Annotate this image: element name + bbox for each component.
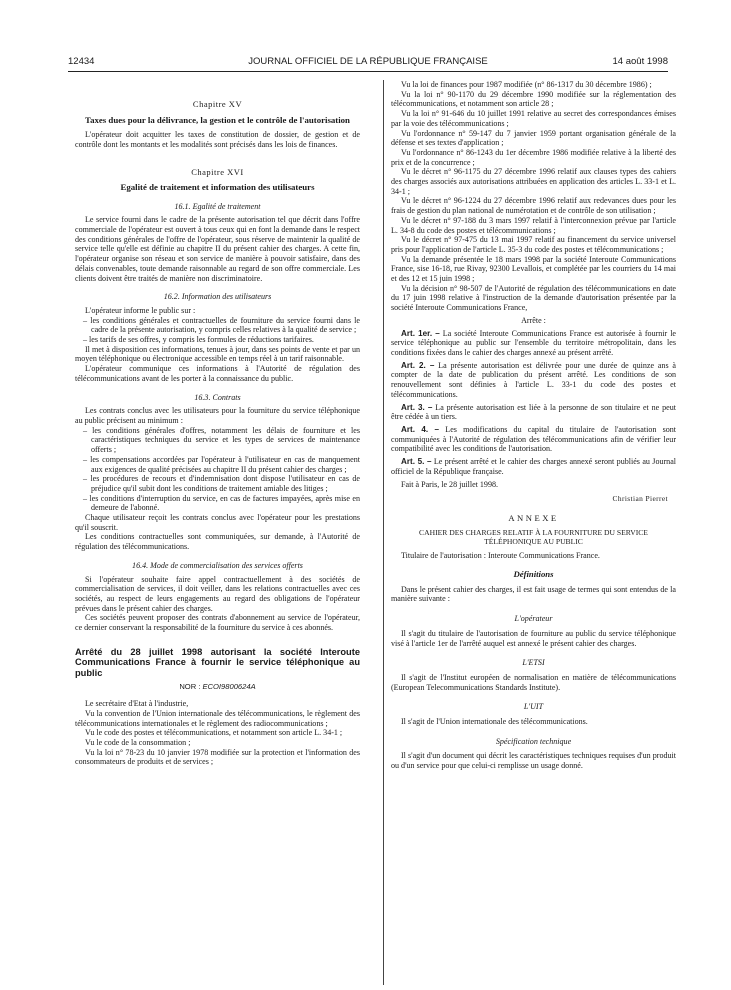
section-16-4-paragraph: Ces sociétés peuvent proposer des contrats d'abonnement au service de l'opérateur, ce dernier conservant la responsabilité de la fourniture du service à ces abonnés. xyxy=(75,613,360,633)
nor-label: NOR : xyxy=(179,681,201,691)
article-label: Art. 5. – xyxy=(401,457,432,467)
section-16-1-title: 16.1. Egalité de traitement xyxy=(174,201,261,211)
term-definition: Il s'agit d'un document qui décrit les caractéristiques techniques requises d'un produit ou d'un service pour que celui-ci remplisse un usage donné. xyxy=(391,751,676,771)
article-label: Art. 4. – xyxy=(401,424,440,434)
article-label: Art. 2. – xyxy=(401,360,435,370)
term-heading: L'UIT xyxy=(523,702,544,712)
term-definition: Il s'agit de l'Union internationale des télécommunications. xyxy=(401,717,588,727)
vu-item: Vu l'ordonnance n° 86-1243 du 1er décembre 1986 modifiée relative à la liberté des prix et de la concurrence ; xyxy=(391,147,676,167)
vu-item: Vu le décret n° 96-1224 du 27 décembre 1996 relatif aux redevances dues pour les frais de gestion du plan national de numérotation et de contrôle de son utilisation ; xyxy=(391,196,676,216)
vu-item: Vu la loi de finances pour 1987 modifiée (n° 86-1317 du 30 décembre 1986) ; xyxy=(401,80,652,89)
section-16-1-paragraph: Le service fourni dans le cadre de la présente autorisation tel que décrit dans l'offre commerciale de l'opérateur est ouvert à tous ceux qui en font la demande dans le respect des conditions générales de l'offre de l'opérateur, sous réserve de maintenir la qualité de service telle qu'elle est définie au chapitre II du présent cahier des charges. A cette fin, l'opérateur organise son réseau et son service de manière à pouvoir satisfaire, dans des délais convenables, toute demande raisonnable au regard de son offre commerciale. Les clients doivent être traités de manière non discriminatoire. xyxy=(75,215,360,283)
article-label: Art. 3. – xyxy=(401,402,433,412)
titulaire-line: Titulaire de l'autorisation : Interoute Communications France. xyxy=(401,551,600,561)
vu-item: Vu la demande présentée le 18 mars 1998 par la société Interoute Communications France, sise 16-18, rue Rivay, 92300 Levallois, et complétée par les courriers du 14 mai et des 12 et 15 juin 1998 ; xyxy=(391,254,676,284)
vu-item: Vu la décision n° 98-507 de l'Autorité de régulation des télécommunications en date du 17 juin 1998 relative à l'instruction de la demande d'autorisation présentée par la société Interoute Communications France, xyxy=(391,283,676,313)
list-item: – les procédures de recours et d'indemnisation dont dispose l'utilisateur en cas de préjudice qu'il subit dont les conditions de traitement amiable des litiges ; xyxy=(75,474,360,493)
annexe-heading: ANNEXE xyxy=(508,512,559,523)
header-rule xyxy=(68,71,668,72)
vu-item: Vu le code de la consommation ; xyxy=(85,738,191,748)
vu-item: Vu le décret n° 96-1175 du 27 décembre 1996 relatif aux clauses types des cahiers des charges associés aux autorisations attribuées en application des articles L. 33-1 et L. 34-1 ; xyxy=(391,167,676,196)
section-16-3-paragraph: Chaque utilisateur reçoit les contrats conclus avec l'opérateur pour les prestations qu'il souscrit. xyxy=(75,513,360,532)
article-label: Art. 1er. – xyxy=(401,328,440,338)
article-5 xyxy=(391,457,676,476)
section-16-3-paragraph: Les conditions contractuelles sont communiquées, sur demande, à l'Autorité de régulation des télécommunications. xyxy=(75,532,360,552)
vu-item: Vu le décret n° 97-475 du 13 mai 1997 relatif au financement du service universel pris pour l'application de l'article L. 35-3 du code des postes et télécommunications ; xyxy=(391,235,676,254)
article-text: La société Interoute Communications France est autorisée à fournir le service téléphonique au public sur l'ensemble du territoire métropolitain, dans les conditions fixées dans le cahier des charges annexé au présent arrêté. xyxy=(391,328,676,357)
list-item: – les conditions d'interruption du service, en cas de factures impayées, après mise en demeure de l'abonné. xyxy=(75,494,360,513)
right-column xyxy=(391,80,676,771)
section-16-2-paragraph: Il met à disposition ces informations, tenues à jour, dans ses points de vente et par un moyen téléphonique ou électronique accessible en temps réel à un tarif raisonnable. xyxy=(75,344,360,364)
vu-item: Vu l'ordonnance n° 59-147 du 7 janvier 1959 portant organisation générale de la défense et ses textes d'application ; xyxy=(391,128,676,148)
nor-value: ECOI9800624A xyxy=(202,681,256,691)
term-heading: L'ETSI xyxy=(522,658,545,668)
vu-item: Vu le décret n° 97-188 du 3 mars 1997 relatif à l'interconnexion prévue par l'article L. 34-8 du code des postes et télécommunications ; xyxy=(391,215,676,235)
section-16-3-intro: Les contrats conclus avec les utilisateurs pour la fourniture du service téléphonique au public précisent au minimum : xyxy=(75,406,360,425)
chapter-15-label: Chapitre XV xyxy=(192,99,243,109)
term-definition: Il s'agit du titulaire de l'autorisation de fourniture au public du service téléphonique visé à l'article 1er de l'arrêté auquel est annexé le présent cahier des charges. xyxy=(391,628,676,648)
chapter-16-label: Chapitre XVI xyxy=(191,166,244,177)
definitions-intro: Dans le présent cahier des charges, il est fait usage de termes qui sont entendus de la manière suivante : xyxy=(391,584,676,604)
term-definition: Il s'agit de l'Institut européen de normalisation en matière de télécommunications (European Telecommunications Standards Institute). xyxy=(391,672,676,692)
vu-item: Vu la convention de l'Union internationale des télécommunications, le règlement des télécommunications internationales et le règlement des radiocommunications ; xyxy=(75,708,360,728)
vu-item: Vu le code des postes et télécommunications, et notamment son article L. 34-1 ; xyxy=(85,728,343,738)
vu-item: Vu la loi n° 91-646 du 10 juillet 1991 relative au secret des correspondances émises par la voie des télécommunications ; xyxy=(391,109,676,128)
section-16-2-paragraph: L'opérateur communique ces informations à l'Autorité de régulation des télécommunications avant de les porter à la connaissance du public. xyxy=(75,364,360,383)
journal-title: JOURNAL OFFICIEL DE LA RÉPUBLIQUE FRANÇAISE xyxy=(248,56,488,67)
vu-item: Vu la loi n° 78-23 du 10 janvier 1978 modifiée sur la protection et l'information des consommateurs de produits et de services ; xyxy=(75,747,360,767)
chapter-15-title: Taxes dues pour la délivrance, la gestion et le contrôle de l'autorisation xyxy=(85,114,350,125)
page-number: 12434 xyxy=(68,56,95,67)
section-16-2-title: 16.2. Information des utilisateurs xyxy=(163,292,272,302)
article-2 xyxy=(391,361,676,400)
article-4 xyxy=(391,425,676,454)
section-16-2-intro: L'opérateur informe le public sur : xyxy=(85,305,196,315)
article-text: Le présent arrêté et le cahier des charges annexé seront publiés au Journal officiel de la République française. xyxy=(391,457,676,476)
article-1 xyxy=(391,329,676,358)
article-text: La présente autorisation est liée à la personne de son titulaire et ne peut être cédée à un tiers. xyxy=(391,402,676,422)
section-16-3-title: 16.3. Contrats xyxy=(194,392,241,402)
article-3 xyxy=(391,403,676,422)
left-column xyxy=(75,80,360,767)
article-text: La présente autorisation est délivrée pour une durée de quinze ans à compter de la date de publication du présent arrêté. Les conditions de son renouvellement sont définies à l'article L. 33-1 du code des postes et télécommunications. xyxy=(391,360,676,399)
column-divider xyxy=(383,80,384,985)
signature: Christian Pierret xyxy=(612,494,668,504)
section-16-4-paragraph: Si l'opérateur souhaite faire appel contractuellement à des sociétés de commercialisation de services, il doit veiller, dans les relations contractuelles avec ces sociétés, au respect de leurs engagements au regard des obligations de l'opérateur prévues dans le présent cahier des charges. xyxy=(75,574,360,613)
arrete-title: Arrêté du 28 juillet 1998 autorisant la société Interoute Communications France à fournir le service téléphonique au public xyxy=(75,646,360,678)
list-item: – les conditions générales et contractuelles de fourniture du service fourni dans le cadre de la présente autorisation, y compris celles relatives à la qualité de service ; xyxy=(75,316,360,335)
secretaire-line: Le secrétaire d'Etat à l'industrie, xyxy=(85,699,189,709)
cahier-title: CAHIER DES CHARGES RELATIF À LA FOURNITURE DU SERVICE TÉLÉPHONIQUE AU PUBLIC xyxy=(419,527,648,546)
list-item: – les conditions générales d'offres, notamment les délais de fourniture et les caractéristiques techniques du service et les types de services de maintenance offerts ; xyxy=(75,426,360,455)
fait-line: Fait à Paris, le 28 juillet 1998. xyxy=(401,480,498,490)
arrete-word: Arrête : xyxy=(521,315,546,325)
definitions-heading: Définitions xyxy=(513,569,554,580)
term-heading: Spécification technique xyxy=(495,736,572,746)
section-16-2-list xyxy=(75,316,360,345)
section-16-3-list xyxy=(75,426,360,513)
vu-item: Vu la loi n° 90-1170 du 29 décembre 1990 modifiée sur la réglementation des télécommunications, et notamment son article 28 ; xyxy=(391,89,676,109)
list-item: – les compensations accordées par l'opérateur à l'utilisateur en cas de manquement aux exigences de qualité précisées au chapitre II du présent cahier des charges ; xyxy=(75,455,360,474)
issue-date: 14 août 1998 xyxy=(612,56,668,67)
chapter-15-paragraph: L'opérateur doit acquitter les taxes de constitution de dossier, de gestion et de contrôle dont les montants et les modalités sont précisés dans les lois de finances. xyxy=(75,130,360,149)
section-16-4-title: 16.4. Mode de commercialisation des services offerts xyxy=(132,560,303,570)
article-text: Les modifications du capital du titulaire de l'autorisation sont communiquées à l'Autorité de régulation des télécommunications afin de vérifier leur compatibilité avec les conditions de l'autorisation. xyxy=(391,424,676,454)
chapter-16-title: Egalité de traitement et information des utilisateurs xyxy=(120,182,315,193)
page-header xyxy=(68,56,668,70)
list-item: – les tarifs de ses offres, y compris les formules de réductions tarifaires. xyxy=(75,335,360,345)
nor-reference xyxy=(75,682,360,692)
term-heading: L'opérateur xyxy=(514,614,553,624)
